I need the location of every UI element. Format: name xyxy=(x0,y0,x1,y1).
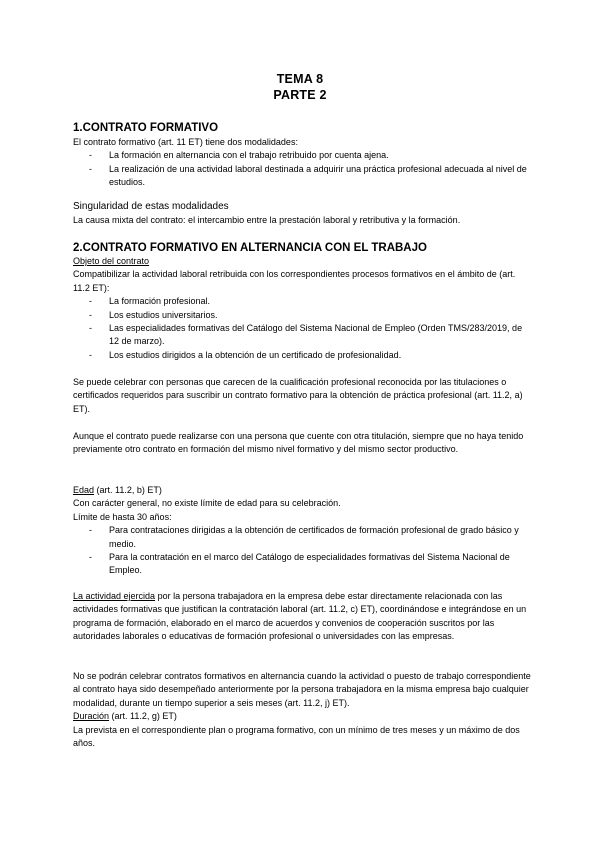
objeto-label: Objeto del contrato xyxy=(73,256,150,266)
duracion-label: Duración xyxy=(73,711,110,722)
edad-block xyxy=(73,484,533,578)
objeto-text: Compatibilizar la actividad laboral retribuida con los correspondientes procesos formativos en el ámbito de (art. 11.2 ET): xyxy=(73,269,516,293)
duracion-text: La prevista en el correspondiente plan o programa formativo, con un mínimo de tres meses y un máximo de dos años. xyxy=(73,724,520,749)
list-item: - Las especialidades formativas del Catálogo del Sistema Nacional de Empleo (Orden TMS/283/2019, de 12 de marzo). xyxy=(73,322,533,349)
paragraph-titulacion: Aunque el contrato puede realizarse con una persona que cuente con otra titulación, siempre que no haya tenido previamente otro contrato en formación del mismo nivel formativo y del mismo sector productivo. xyxy=(73,431,524,455)
paragraph-cualificacion: Se puede celebrar con personas que carecen de la cualificación profesional reconocida por las titulaciones o certificados requeridos para suscribir un contrato formativo para la obtención de práctica profesional (art. 11.2, a) ET). xyxy=(73,377,523,414)
edad-label: Edad xyxy=(73,485,95,495)
edad-line-2: Límite de hasta 30 años: xyxy=(73,511,172,522)
singularidad-text: La causa mixta del contrato: el intercambio entre la prestación laboral y retributiva y la formación. xyxy=(73,215,461,225)
duracion-heading xyxy=(73,710,533,723)
edad-line-1: Con carácter general, no existe límite de edad para su celebración. xyxy=(73,498,341,509)
paragraph-actividad xyxy=(73,590,533,644)
section-1-heading: 1.CONTRATO FORMATIVO xyxy=(73,122,219,134)
section-1-body xyxy=(73,136,533,190)
list-item: - La formación en alternancia con el trabajo retribuido por cuenta ajena. xyxy=(73,149,533,162)
list-item: - Los estudios universitarios. xyxy=(73,309,533,322)
edad-heading xyxy=(73,484,533,497)
list-item: - Para contrataciones dirigidas a la obtención de certificados de formación profesional de grado básico y medio. xyxy=(73,524,533,551)
actividad-text: por la persona trabajadora en la empresa debe estar directamente relacionada con las actividades formativas que justifican la contratación laboral (art. 11.2, c) ET), coordinándose e integrándose en un programa de formación, elaborado en el marco de acuerdos y convenios de cooperación suscritos por las autoridades laborales o educativas de formación profesional o universidades con las empresas. xyxy=(73,591,527,642)
list-item: - La formación profesional. xyxy=(73,295,533,308)
list-item: - Los estudios dirigidos a la obtención de un certificado de profesionalidad. xyxy=(73,349,533,362)
actividad-label: La actividad ejercida xyxy=(73,591,156,601)
edad-list xyxy=(73,524,533,578)
objeto-list xyxy=(73,295,533,362)
paragraph-restriccion: No se podrán celebrar contratos formativos en alternancia cuando la actividad o puesto de trabajo correspondiente al contrato haya sido desempeñado anteriormente por la persona trabajadora en la misma empresa bajo cualquier modalidad, durante un tiempo superior a seis meses (art. 11.2, j) ET). xyxy=(73,671,531,708)
duracion-ref: (art. 11.2, g) ET) xyxy=(109,711,177,722)
tema-title: TEMA 8 xyxy=(276,72,324,86)
list-item: - Para la contratación en el marco del Catálogo de especialidades formativas del Sistema Nacional de Empleo. xyxy=(73,551,533,578)
section-2-heading: 2.CONTRATO FORMATIVO EN ALTERNANCIA CON EL TRABAJO xyxy=(73,242,427,254)
section-2-body xyxy=(73,255,533,362)
edad-ref: (art. 11.2, b) ET) xyxy=(94,485,162,495)
section-1-intro: El contrato formativo (art. 11 ET) tiene dos modalidades: xyxy=(73,137,298,147)
singularidad-heading: Singularidad de estas modalidades xyxy=(73,201,229,212)
duracion-block xyxy=(73,670,533,750)
parte-title: PARTE 2 xyxy=(273,88,327,102)
modalidades-list xyxy=(73,149,533,189)
list-item: - La realización de una actividad laboral destinada a adquirir una práctica profesional adecuada al nivel de estudios. xyxy=(73,163,533,190)
